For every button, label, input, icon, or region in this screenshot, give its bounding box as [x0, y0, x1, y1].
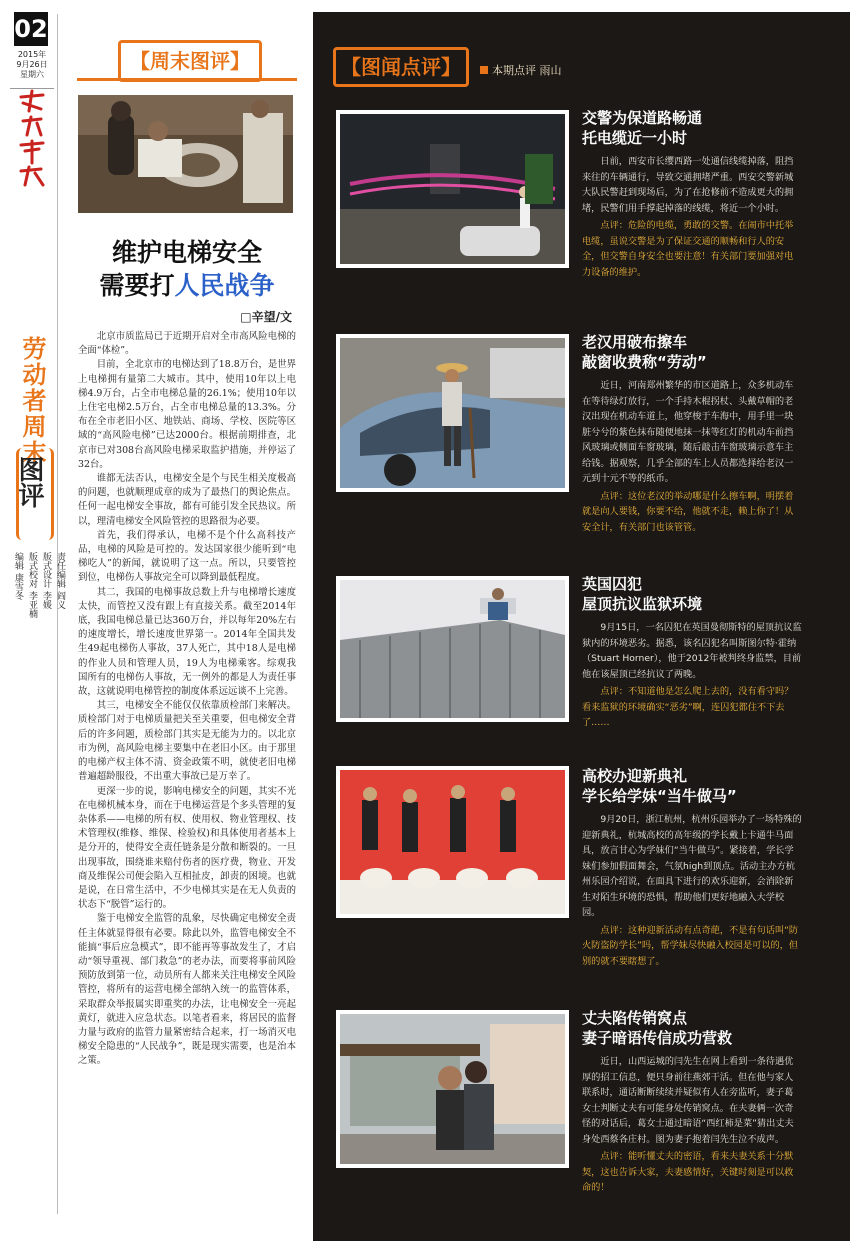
story-title-line2: 托电缆近一小时 — [582, 129, 688, 147]
traffic-police-photo — [336, 110, 569, 268]
story-body: 9月20日，浙江杭州，杭州乐园举办了一场特殊的迎新典礼，杭城高校的高年级的学长戴上卡通牛马面具，放言甘心为学妹们“当牛做马”。紧接着，学长学妹们参加假面舞会，气氛high到顶点。活动主办方杭州乐园介绍说，在面具下进行的欢乐迎新，会消除新生对陌生环境的恐惧，帮助他们更好地融入大学校园。 — [582, 814, 802, 918]
story-body: 近日，河南郑州繁华的市区道路上，众多机动车在等待绿灯放行，一个手持木棍拐杖、头戴草帽的老汉出现在机动车道上，他穿梭于车海中，用手里一块脏兮兮的紫色抹布随便地抹一抹等红灯的机动车前挡风玻璃或侧面车窗玻璃，随后敲击车窗玻璃示意车主给钱。据观察，几乎全部的车上人员都选择给老汉一元到十元不等的纸币。 — [582, 380, 794, 484]
section-header-weekend: 【周末图评】 — [118, 40, 262, 82]
story-comment: 点评：危险的电缆，勇敢的交警。在闹市中托举电缆，虽说交警是为了保证交通的顺畅和行人的安全，但交警自身安全也要注意！有关部门要加强对电力设备的维护。 — [582, 220, 794, 278]
story-comment: 点评：这位老汉的举动哪是什么擦车啊，明摆着就是向人要钱，你要不给，他就不走，赖上你了！从安全计，有关部门也该管管。 — [582, 490, 794, 533]
elevator-repair-photo — [78, 95, 293, 213]
story-title — [582, 766, 802, 806]
story-old-man-car — [582, 332, 802, 535]
story-comment: 点评：这种迎新活动有点奇葩，不是有句话叫“防火防盗防学长”吗，帮学妹尽快融入校园是可以的，但别的就不要瞎想了。 — [582, 924, 799, 967]
old-man-wiping-car-photo — [336, 334, 569, 492]
editor-credits — [12, 552, 65, 682]
date-month-day: 9月26日 — [16, 60, 48, 69]
date-year: 2015年 — [17, 50, 47, 59]
story-uk-prisoner — [582, 574, 802, 731]
paragraph: 谁都无法否认，电梯安全是个与民生相关度极高的问题，也就顺理成章的成为了最热门的舆论焦点。任何一起电梯安全事故，都有可能引发全民热议。所以，理清电梯安全风险管控的思路很为必要。 — [78, 473, 296, 527]
story-traffic-police — [582, 108, 802, 280]
story-comment: 点评：能听懂丈夫的密语，看来夫妻关系十分默契，这也告诉大家，夫妻感情好，关键时刻是可以救命的！ — [582, 1151, 794, 1193]
paragraph: 更深一步的说，影响电梯安全的问题，其实不光在电梯机械本身，而在于电梯运营是个多头管理的复杂体系——电梯的所有权、使用权、物业管理权、技术管理权(维修、维保、检验权)和具体使用者基本上是分开的，使得安全责任链条是分散和断裂的。一旦出现事故，围绕谁来赔付伤者的医疗费，物业、开发商及维保公司便会陷入互相扯皮，卸责的困境。也就是说，在日常生活中，不少电梯其实是在无人负责的状态下“脱管”运行的。 — [78, 785, 296, 911]
story-title — [582, 108, 802, 148]
story-title — [582, 332, 802, 372]
paragraph: 北京市质监局已于近期开启对全市高风险电梯的全面“体检”。 — [78, 331, 296, 357]
story-title-line1: 英国囚犯 — [582, 575, 643, 593]
story-title-line2: 学长给学妹“当牛做马” — [582, 787, 737, 805]
freshman-welcome-photo — [336, 766, 569, 918]
newspaper-logo — [10, 88, 54, 199]
story-rescue-husband — [582, 1008, 802, 1196]
story-title — [582, 1008, 802, 1048]
byline: □辛望/文 — [240, 310, 292, 324]
calligraphy-logo — [15, 89, 49, 189]
story-title-line1: 交警为保道路畅通 — [582, 109, 703, 127]
credit-line: 版式设计 李媛 — [41, 552, 51, 609]
story-freshman-welcome — [582, 766, 802, 969]
credit-line: 编辑 康雪冬 — [13, 552, 23, 600]
editor-note-text: 本期点评 雨山 — [492, 64, 562, 77]
section-subtitle-vertical: 图评 — [14, 456, 44, 508]
couple-reunion-photo — [336, 1010, 569, 1168]
story-title-line1: 丈夫陷传销窝点 — [582, 1009, 688, 1027]
story-body: 近日，山西运城的闫先生在网上看到一条待遇优厚的招工信息，便只身前往燕郊干活。但在他与家人联系时，通话断断续续并疑似有人在旁监听，妻子葛女士判断丈夫有可能身处传销窝点。在夫妻俩一次奇怪的对话后，葛女士通过暗语“西红柿是菜”猜出丈夫身处西蔡各庄村。图为妻子抱着闫先生泣不成声。 — [582, 1056, 794, 1145]
paragraph: 首先，我们得承认，电梯不是个什么高科技产品，电梯的风险是可控的。发达国家很少能听到“电梯吃人”的新闻，就说明了这一点。所以，只要管控到位，电梯伤人事故完全可以降到最低程度。 — [78, 529, 296, 584]
headline-line2 — [78, 269, 296, 302]
credit-line: 责任编辑 阎义 — [55, 552, 65, 609]
page-number: 02 — [14, 12, 48, 46]
credit-line: 版式校对 李亚楠 — [27, 552, 37, 618]
section-header-photo-news: 【图闻点评】 — [333, 47, 469, 87]
story-title — [582, 574, 802, 614]
paragraph: 目前，全北京市的电梯达到了18.8万台，是世界上电梯拥有量第二大城市。其中，使用10年以上电梯4.9万台，占全市电梯总量的26.1%；使用10年以上住宅电梯2.5万台，占全市电梯总量的13.3%。分布在全市老旧小区、地铁站、商场、学校、医院等区域的“高风险电梯”已达2000台。根据前期排查，北京市已对308台高风险电梯采取监护措施，并停运了32台。 — [78, 359, 296, 470]
editor-note — [480, 62, 562, 78]
story-comment: 点评：不知道他是怎么爬上去的，没有看守吗？看来监狱的环境确实“恶劣”啊，连囚犯都住不下去了…… — [582, 686, 794, 728]
prisoner-on-roof-photo — [336, 576, 569, 722]
story-title-line2: 妻子暗语传信成功营救 — [582, 1029, 733, 1047]
paragraph: 其二，我国的电梯事故总数上升与电梯增长速度太快，而管控又没有跟上有直接关系。截至2014年底，我国电梯总量已达360万台，并以每年20%左右的速度增长，增长速度世界第一。2014年全国共发生49起电梯伤人事故，37人死亡，其中18人是电梯的作业人员和管理人员，19人为电梯乘客。综观我国所有的电梯伤人事故，无一例外的都是人为责任事故，这就说明电梯管控的制度体系远远谈不上完善。 — [78, 586, 296, 698]
paragraph: 鉴于电梯安全监管的乱象，尽快确定电梯安全责任主体就显得很有必要。除此以外，监管电梯安全不能搞“事后应急模式”，即不能再等事故发生了，才启动“领导重视、部门救急”的老办法，而要将事前风险预防放到第一位，动员所有人都来关注电梯安全风险管控，将所有的运营电梯全部纳入统一的监管体系，采取群众举报属实即重奖的办法，让电梯安全一亮起黄灯，就进入应急状态。以笔者看来，将居民的监督力量与政府的监管力量紧密结合起来，打一场消灭电梯安全隐患的“人民战争”，既是现实需要，也是治本之策。 — [78, 913, 296, 1067]
story-body: 9月15日，一名囚犯在英国曼彻斯特的屋顶抗议监狱内的环境恶劣。据悉，该名囚犯名叫斯图尔特·霍纳（Stuart Horner），他于2012年被判终身监禁，目前他在该屋顶已经抗议了两晚。 — [582, 622, 802, 680]
story-body: 日前，西安市长缨西路一处通信线缆掉落，阻挡来往的车辆通行，导致交通拥堵严重。西安交警新城大队民警赶到现场后，为了在抢修前不造成更大的拥堵，民警们用手撑起掉落的线缆，将近一个小时。 — [582, 156, 794, 214]
story-title-line1: 老汉用破布擦车 — [582, 333, 688, 351]
header-rule — [77, 78, 297, 81]
story-title-line2: 敲窗收费称“劳动” — [582, 353, 707, 371]
date-weekday: 星期六 — [20, 70, 44, 79]
headline-highlight: 人民战争 — [174, 271, 275, 300]
issue-date — [10, 50, 54, 80]
headline-line2-a: 需要打 — [99, 271, 175, 300]
article-headline — [78, 236, 296, 302]
story-title-line1: 高校办迎新典礼 — [582, 767, 688, 785]
headline-line1: 维护电梯安全 — [111, 238, 262, 267]
story-title-line2: 屋顶抗议监狱环境 — [582, 595, 703, 613]
square-bullet-icon — [480, 66, 488, 74]
article-body — [78, 330, 296, 1218]
section-title-vertical: 劳动者周末 — [18, 336, 46, 466]
paragraph: 其三，电梯安全不能仅仅依靠质检部门来解决。质检部门对于电梯质量把关至关重要，但电梯安全背后的许多问题，质检部门其实是无能为力的。以北京市为例，高风险电梯主要集中在老旧小区。由于那里的电梯产权主体不清、资金政策不明，就使老旧电梯普遍超龄服役，不出重大事故已是万幸了。 — [78, 700, 296, 783]
